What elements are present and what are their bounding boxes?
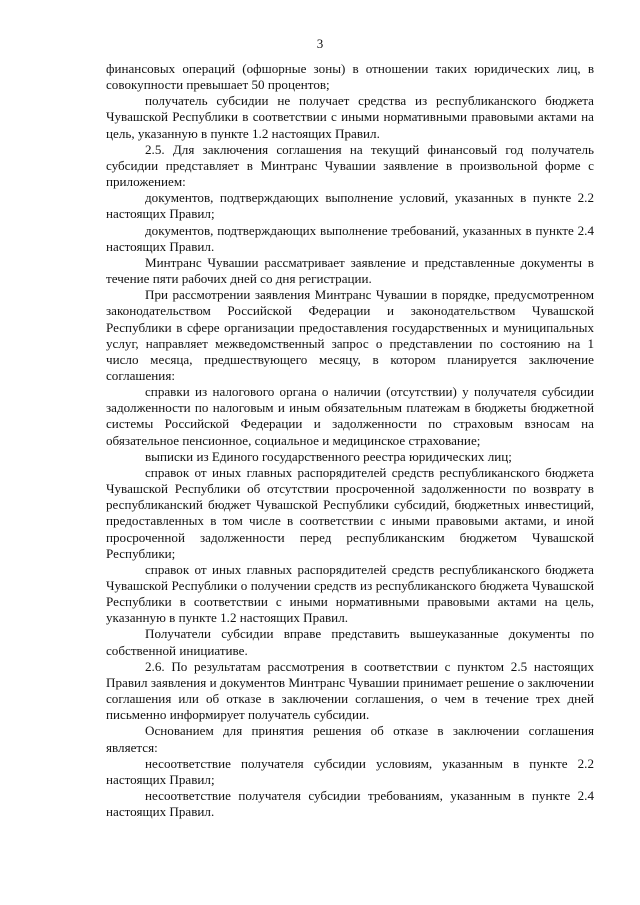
paragraph-1: финансовых операций (офшорные зоны) в отношении таких юридических лиц, в совокупности превышает 50 процентов; [106, 61, 594, 93]
paragraph-14: Основанием для принятия решения об отказе в заключении соглашения является: [106, 723, 594, 755]
paragraph-16: несоответствие получателя субсидии требованиям, указанным в пункте 2.4 настоящих Правил. [106, 788, 594, 820]
page-number: 3 [316, 36, 324, 51]
paragraph-2: получатель субсидии не получает средства из республиканского бюджета Чувашской Республики в соответствии с иными нормативными правовыми актами на цель, указанную в пункте 1.2 настоящих Правил. [106, 93, 594, 141]
paragraph-6: Минтранс Чувашии рассматривает заявление и представленные документы в течение пяти рабочих дней со дня регистрации. [106, 254, 594, 287]
paragraph-11: справок от иных главных распорядителей средств республиканского бюджета Чувашской Республики о получении средств из республиканского бюджета Чувашской Республики в соответствии с иными нормативными правовыми актами на цель, указанную в пункте 1.2 настоящих Правил. [106, 561, 594, 626]
paragraph-3: 2.5. Для заключения соглашения на текущий финансовый год получатель субсидии представляет в Минтранс Чувашии заявление в произвольной форме с приложением: [106, 141, 594, 190]
document-body [106, 61, 594, 820]
paragraph-8: справки из налогового органа о наличии (отсутствии) у получателя субсидии задолженности по налоговым и иным обязательным платежам в бюджеты бюджетной системы Российской Федерации и задолженности по страховым взносам на обязательное пенсионное, социальное и медицинское страхование; [106, 384, 594, 448]
paragraph-12: Получатели субсидии вправе представить вышеуказанные документы по собственной инициативе. [106, 626, 594, 658]
paragraph-7: При рассмотрении заявления Минтранс Чувашии в порядке, предусмотренном законодательством Российской Федерации и законодательством Чувашской Республики в сфере организации предоставления государственных и муниципальных услуг, направляет межведомственный запрос о представлении по состоянию на 1 число месяца, предшествующего месяцу, в котором планируется заключение соглашения: [106, 287, 594, 383]
paragraph-4: документов, подтверждающих выполнение условий, указанных в пункте 2.2 настоящих Правил; [106, 190, 594, 222]
paragraph-5: документов, подтверждающих выполнение требований, указанных в пункте 2.4 настоящих Правил. [106, 222, 594, 254]
paragraph-13: 2.6. По результатам рассмотрения в соответствии с пунктом 2.5 настоящих Правил заявления и документов Минтранс Чувашии принимает решение о заключении соглашения или об отказе в заключении соглашения, о чем в течение трех дней письменно информирует получатель субсидии. [106, 658, 594, 723]
paragraph-10: справок от иных главных распорядителей средств республиканского бюджета Чувашской Республики об отсутствии просроченной задолженности по возврату в республиканский бюджет Чувашской Республики субсидий, бюджетных инвестиций, предоставленных в том числе в соответствии с иными правовыми актами, и иной просроченной задолженности перед республиканским бюджетом Чувашской Республики; [106, 464, 594, 561]
paragraph-9: выписки из Единого государственного реестра юридических лиц; [145, 448, 512, 464]
paragraph-15: несоответствие получателя субсидии условиям, указанным в пункте 2.2 настоящих Правил; [106, 755, 594, 787]
